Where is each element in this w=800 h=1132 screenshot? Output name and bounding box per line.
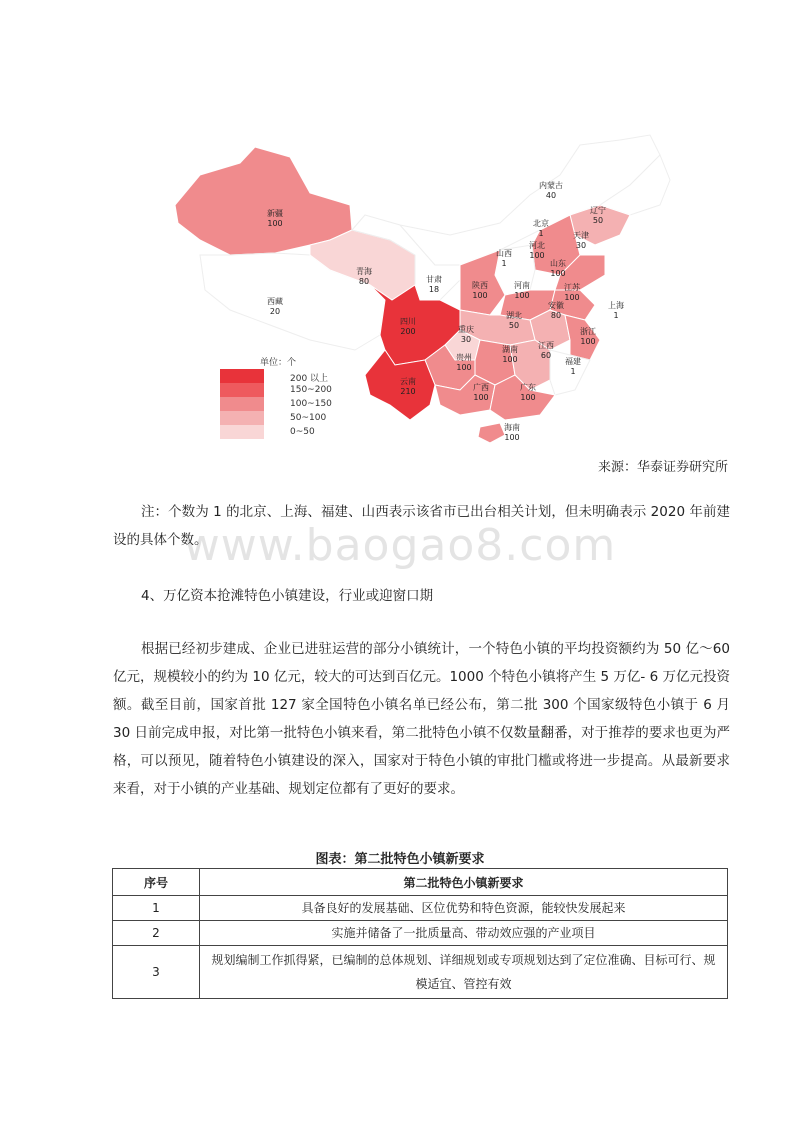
legend-swatch <box>220 397 264 411</box>
requirements-table <box>112 868 728 999</box>
label-zhejiang: 浙江 100 <box>580 327 596 346</box>
legend-row <box>220 425 340 439</box>
legend-row <box>220 383 340 397</box>
table-row <box>113 921 728 946</box>
legend-label: 0~50 <box>290 427 315 437</box>
label-hebei: 河北 100 <box>529 241 545 260</box>
label-guangdong: 广东 100 <box>520 383 536 402</box>
label-guizhou: 贵州 100 <box>456 353 472 372</box>
legend-label: 100~150 <box>290 399 332 409</box>
label-tianjin: 天津 30 <box>573 231 589 250</box>
legend-title: 单位：个 <box>260 358 297 368</box>
legend-label: 50~100 <box>290 413 327 423</box>
legend-label: 150~200 <box>290 385 332 395</box>
label-chongqing: 重庆 30 <box>458 325 474 344</box>
body-paragraph: 根据已经初步建成、企业已进驻运营的部分小镇统计，一个特色小镇的平均投资额约为 50 亿～60 亿元，规模较小的约为 10 亿元，较大的可达到百亿元。1000 个特色小镇将产生 5 万亿- 6 万亿元投资额。截至目前，国家首批 127 家全国特色小镇名单已经公布，第二批 300 个国家级特色小镇于 6 月 30 日前完成申报，对比第一批特色小镇来看，第二批特色小镇不仅数量翻番，对于推荐的要求也更为严格，可以预见，随着特色小镇建设的深入，国家对于特色小镇的审批门槛或将进一步提高。从最新要求来看，对于小镇的产业基础、规划定位都有了更好的要求。 <box>113 641 730 797</box>
row-index: 2 <box>113 921 200 946</box>
row-index: 1 <box>113 896 200 921</box>
label-shandong: 山东 100 <box>550 259 566 278</box>
table-header-row <box>113 869 728 896</box>
label-anhui: 安徽 80 <box>548 301 564 320</box>
label-liaoning: 辽宁 50 <box>590 206 606 225</box>
figure-source: 来源：华泰证券研究所 <box>597 460 728 475</box>
legend-row <box>220 369 340 383</box>
label-fujian: 福建 1 <box>565 357 581 376</box>
row-index: 3 <box>113 946 200 999</box>
label-shanghai: 上海 1 <box>608 301 624 320</box>
table-row <box>113 896 728 921</box>
header-requirement: 第二批特色小镇新要求 <box>200 869 728 896</box>
row-text: 具备良好的发展基础、区位优势和特色资源，能较快发展起来 <box>200 896 728 921</box>
label-gansu: 甘肃 18 <box>426 275 442 294</box>
label-yunnan: 云南 210 <box>400 377 416 396</box>
label-sichuan: 四川 200 <box>400 317 416 336</box>
label-hainan: 海南 100 <box>504 423 520 442</box>
label-shaanxi: 陕西 100 <box>472 281 488 300</box>
label-qinghai: 青海 80 <box>356 267 372 286</box>
legend-swatch <box>220 411 264 425</box>
legend-swatch <box>220 383 264 397</box>
label-jiangsu: 江苏 100 <box>564 283 580 302</box>
legend-row <box>220 397 340 411</box>
label-henan: 河南 100 <box>514 281 530 300</box>
label-xinjiang: 新疆 100 <box>267 209 283 228</box>
legend-row <box>220 411 340 425</box>
legend-swatch <box>220 369 264 383</box>
legend-label: 200 以上 <box>290 374 329 384</box>
legend-swatch <box>220 425 264 439</box>
header-index: 序号 <box>113 869 200 896</box>
label-beijing: 北京 1 <box>533 219 549 238</box>
row-text: 实施并储备了一批质量高、带动效应强的产业项目 <box>200 921 728 946</box>
watermark: www.baogao8.com <box>183 520 617 571</box>
label-hunan: 湖南 100 <box>502 345 518 364</box>
label-hubei: 湖北 50 <box>506 311 522 330</box>
note-paragraph: 注：个数为 1 的北京、上海、福建、山西表示该省市已出台相关计划，但未明确表示 2020 年前建设的具体个数。 <box>113 504 730 548</box>
province-xinjiang <box>175 147 352 255</box>
label-jiangxi: 江西 60 <box>538 341 554 360</box>
label-inner-mongolia: 内蒙古 40 <box>539 181 563 200</box>
section-heading: 4、万亿资本抢滩特色小镇建设，行业或迎窗口期 <box>141 588 434 604</box>
label-shanxi: 山西 1 <box>496 249 512 268</box>
label-guangxi: 广西 100 <box>473 383 489 402</box>
table-title: 图表：第二批特色小镇新要求 <box>315 852 485 867</box>
label-tibet: 西藏 20 <box>267 297 283 316</box>
row-text: 规划编制工作抓得紧，已编制的总体规划、详细规划或专项规划达到了定位准确、目标可行、规模适宜、管控有效 <box>200 946 728 999</box>
table-row <box>113 946 728 999</box>
